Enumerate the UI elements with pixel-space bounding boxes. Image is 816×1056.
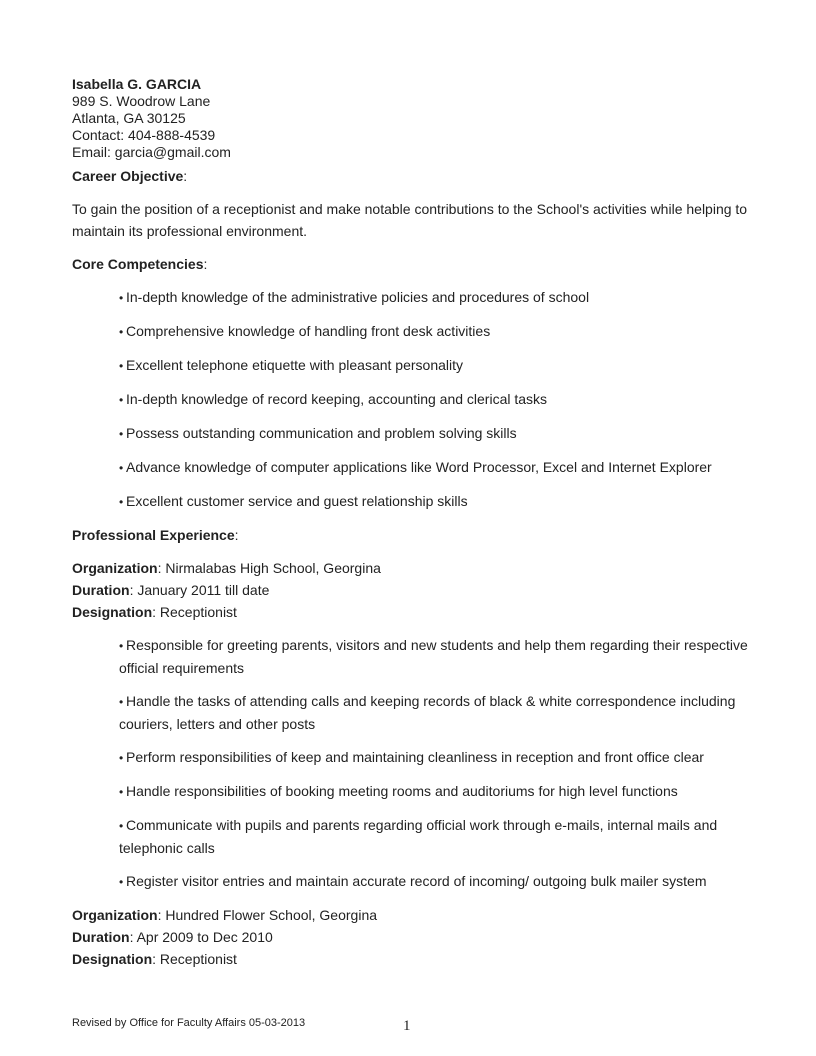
organization-row: Organization: Hundred Flower School, Georgina (72, 907, 378, 923)
list-item: • Communicate with pupils and parents regarding official work through e-mails, internal mails and telephonic calls (119, 817, 718, 856)
duties-list (119, 634, 752, 893)
address-line-1: 989 S. Woodrow Lane (72, 93, 211, 109)
list-item: • Excellent customer service and guest relationship skills (119, 490, 752, 513)
bullet-icon: • (119, 495, 124, 509)
list-item: • In-depth knowledge of record keeping, accounting and clerical tasks (119, 388, 752, 411)
phone-line: Contact: 404-888-4539 (72, 127, 216, 143)
job-block-1 (72, 557, 752, 893)
contact-block (72, 76, 752, 161)
revision-footer: Revised by Office for Faculty Affairs 05-03-2013 (72, 1017, 306, 1029)
designation-row: Designation: Receptionist (72, 951, 237, 967)
list-item: • Handle the tasks of attending calls and keeping records of black & white correspondence including couriers, letters and other posts (119, 693, 736, 732)
competencies-list (119, 286, 752, 513)
designation-row: Designation: Receptionist (72, 604, 237, 620)
core-competencies-heading: Core Competencies: (72, 256, 208, 272)
bullet-icon: • (119, 695, 124, 709)
bullet-icon: • (119, 875, 124, 889)
list-item: • Excellent telephone etiquette with pleasant personality (119, 354, 752, 377)
bullet-icon: • (119, 291, 124, 305)
bullet-icon: • (119, 393, 124, 407)
bullet-icon: • (119, 785, 124, 799)
job-block-2 (72, 904, 752, 970)
bullet-icon: • (119, 325, 124, 339)
resume-page (72, 76, 752, 970)
bullet-icon: • (119, 819, 124, 833)
bullet-icon: • (119, 427, 124, 441)
duration-row: Duration: Apr 2009 to Dec 2010 (72, 929, 273, 945)
candidate-name: Isabella G. GARCIA (72, 76, 202, 92)
duration-row: Duration: January 2011 till date (72, 582, 270, 598)
email-line: Email: garcia@gmail.com (72, 144, 231, 160)
bullet-icon: • (119, 639, 124, 653)
list-item: • Handle responsibilities of booking meeting rooms and auditoriums for high level functions (119, 780, 752, 803)
list-item: • Comprehensive knowledge of handling front desk activities (119, 320, 752, 343)
list-item: • In-depth knowledge of the administrative policies and procedures of school (119, 286, 752, 309)
list-item: • Perform responsibilities of keep and maintaining cleanliness in reception and front office clear (119, 746, 752, 769)
bullet-icon: • (119, 461, 124, 475)
list-item: • Advance knowledge of computer applications like Word Processor, Excel and Internet Explorer (119, 456, 752, 479)
list-item: • Register visitor entries and maintain accurate record of incoming/ outgoing bulk mailer system (119, 870, 752, 893)
professional-experience-heading: Professional Experience: (72, 527, 239, 543)
organization-row: Organization: Nirmalabas High School, Georgina (72, 560, 381, 576)
bullet-icon: • (119, 751, 124, 765)
career-objective-heading: Career Objective: (72, 168, 188, 184)
list-item: • Responsible for greeting parents, visitors and new students and help them regarding their respective official requirements (119, 637, 748, 676)
page-number: 1 (403, 1018, 411, 1034)
bullet-icon: • (119, 359, 124, 373)
address-line-2: Atlanta, GA 30125 (72, 110, 186, 126)
career-objective-text: To gain the position of a receptionist and make notable contributions to the School's activities while helping to maintain its professional environment. (72, 201, 748, 239)
list-item: • Possess outstanding communication and problem solving skills (119, 422, 752, 445)
